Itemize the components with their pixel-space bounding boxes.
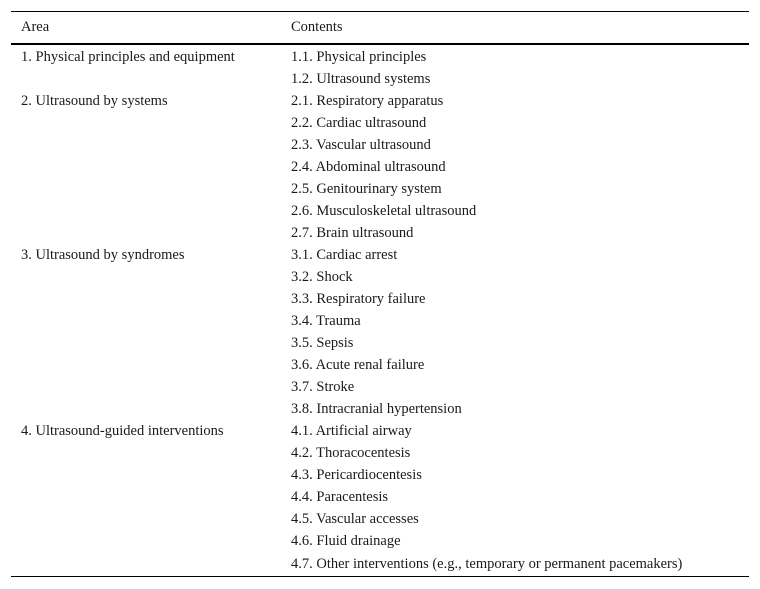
content-cell: 2.7. Brain ultrasound [291, 225, 414, 241]
content-cell: 2.1. Respiratory apparatus [291, 93, 444, 109]
area-cell [11, 442, 281, 464]
content-cell: 3.7. Stroke [291, 379, 355, 395]
table-row [11, 244, 749, 266]
curriculum-table [11, 11, 749, 577]
area-cell [11, 266, 281, 288]
header-contents: Contents [281, 12, 749, 45]
content-cell: 4.6. Fluid drainage [291, 533, 401, 549]
area-cell [11, 200, 281, 222]
table-row [11, 68, 749, 90]
area-cell: 3. Ultrasound by syndromes [21, 247, 185, 263]
table-row [11, 332, 749, 354]
table-body [11, 44, 749, 577]
area-cell [11, 508, 281, 530]
curriculum-table-container [11, 11, 749, 577]
header-area: Area [11, 12, 281, 45]
area-cell [11, 398, 281, 420]
area-cell [11, 222, 281, 244]
table-row [11, 354, 749, 376]
header-row [11, 12, 749, 45]
area-cell [11, 486, 281, 508]
area-cell [11, 310, 281, 332]
table-row [11, 134, 749, 156]
table-row [11, 46, 749, 68]
area-cell [11, 332, 281, 354]
content-cell: 4.3. Pericardiocentesis [291, 467, 422, 483]
table-row [11, 376, 749, 398]
area-cell [11, 134, 281, 156]
content-cell: 4.1. Artificial airway [291, 423, 412, 439]
table-row [11, 310, 749, 332]
table-row [11, 222, 749, 244]
table-row [11, 530, 749, 552]
area-cell [11, 376, 281, 398]
area-cell [11, 68, 281, 90]
content-cell: 2.5. Genitourinary system [291, 181, 442, 197]
area-cell [11, 552, 281, 577]
content-cell: 4.4. Paracentesis [291, 489, 389, 505]
content-cell: 3.6. Acute renal failure [291, 357, 425, 373]
table-row [11, 112, 749, 134]
table-row [11, 288, 749, 310]
area-cell [11, 288, 281, 310]
content-cell: 3.1. Cardiac arrest [291, 247, 398, 263]
content-cell: 3.8. Intracranial hypertension [291, 401, 462, 417]
table-row [11, 508, 749, 530]
table-row [11, 486, 749, 508]
table-row [11, 420, 749, 442]
area-cell [11, 156, 281, 178]
content-cell: 4.2. Thoracocentesis [291, 445, 411, 461]
area-cell: 4. Ultrasound-guided interventions [21, 423, 224, 439]
content-cell: 1.1. Physical principles [291, 49, 427, 65]
content-cell: 4.7. Other interventions (e.g., temporary or permanent pacemakers) [281, 552, 749, 577]
content-cell: 1.2. Ultrasound systems [291, 71, 431, 87]
content-cell: 2.2. Cardiac ultrasound [291, 115, 427, 131]
content-cell: 2.6. Musculoskeletal ultrasound [291, 203, 477, 219]
table-row [11, 90, 749, 112]
table-row [11, 266, 749, 288]
content-cell: 3.4. Trauma [291, 313, 361, 329]
area-cell: 2. Ultrasound by systems [21, 93, 168, 109]
table-row [11, 178, 749, 200]
area-cell [11, 464, 281, 486]
content-cell: 3.2. Shock [291, 269, 353, 285]
area-cell [11, 178, 281, 200]
table-row [11, 200, 749, 222]
table-row [11, 398, 749, 420]
table-row [11, 442, 749, 464]
table-row [11, 552, 749, 577]
table-row [11, 464, 749, 486]
area-cell [11, 112, 281, 134]
area-cell [11, 530, 281, 552]
area-cell: 1. Physical principles and equipment [21, 49, 235, 65]
content-cell: 4.5. Vascular accesses [291, 511, 419, 527]
content-cell: 3.3. Respiratory failure [291, 291, 426, 307]
area-cell [11, 354, 281, 376]
table-row [11, 156, 749, 178]
content-cell: 2.4. Abdominal ultrasound [291, 159, 446, 175]
content-cell: 3.5. Sepsis [291, 335, 354, 351]
table-header [11, 12, 749, 45]
content-cell: 2.3. Vascular ultrasound [291, 137, 431, 153]
